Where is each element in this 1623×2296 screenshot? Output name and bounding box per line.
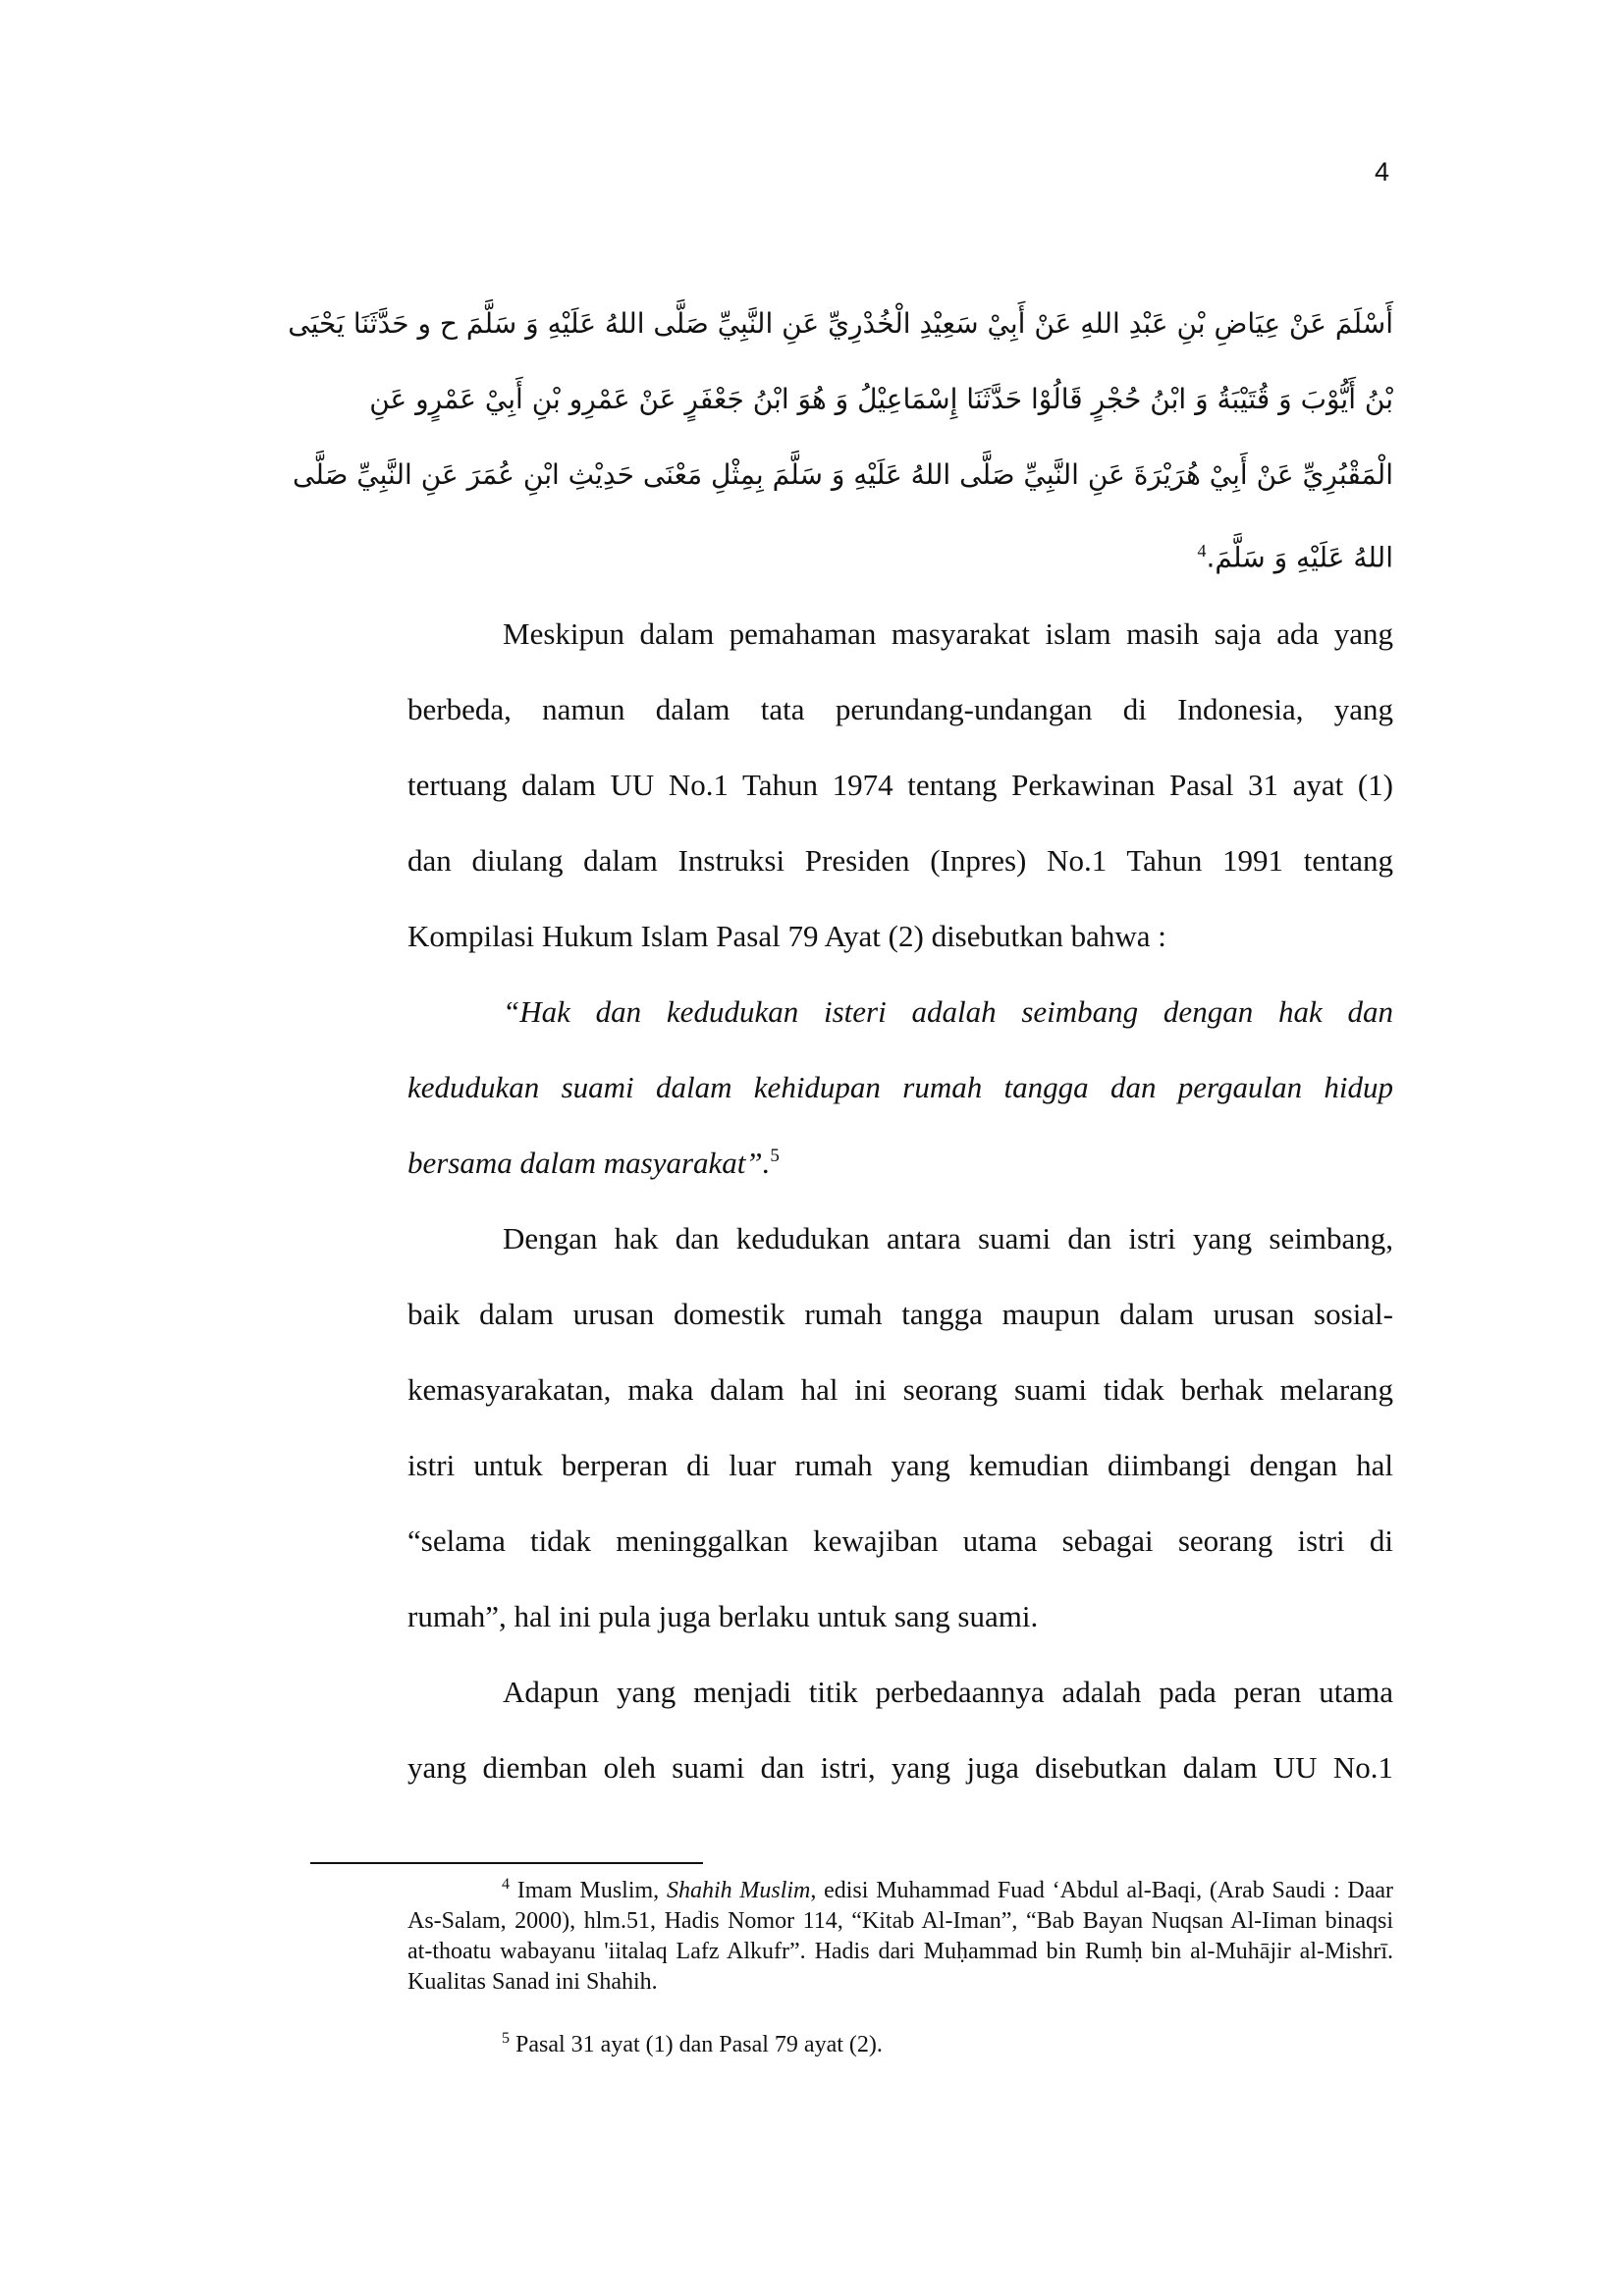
- arabic-line: الْمَقْبُرِيِّ عَنْ أَبِيْ هُرَيْرَةَ عَنِ النَّبِيِّ صَلَّى اللهُ عَلَيْهِ وَ سَلَّمَ بِمِثْلِ مَعْنَى حَدِيْثِ ابْنِ عُمَرَ عَنِ النَّبِيِّ صَلَّى: [292, 458, 1393, 491]
- paragraph-line: kemasyarakatan, maka dalam hal ini seorang suami tidak berhak melarang: [407, 1372, 1393, 1407]
- footnote-divider: [310, 1862, 703, 1864]
- paragraph-line: Meskipun dalam pemahaman masyarakat islam masih saja ada yang: [503, 616, 1393, 651]
- footnote-number: 4: [502, 1876, 510, 1893]
- paragraph-line: baik dalam urusan domestik rumah tangga maupun dalam urusan sosial-: [407, 1297, 1393, 1331]
- quote-line: “Hak dan kedudukan isteri adalah seimbang dengan hak dan: [503, 994, 1393, 1029]
- footnote-ref-4: 4: [1197, 541, 1207, 561]
- arabic-line-last: [407, 531, 1393, 577]
- paragraph-line: Kompilasi Hukum Islam Pasal 79 Ayat (2) disebutkan bahwa :: [407, 919, 1166, 953]
- footnote-5: [407, 2030, 1393, 2060]
- paragraph-line: dan diulang dalam Instruksi Presiden (Inpres) No.1 Tahun 1991 tentang: [407, 843, 1393, 878]
- footnote-4-content: [407, 1876, 1393, 1998]
- paragraph-line: rumah”, hal ini pula juga berlaku untuk sang suami.: [407, 1599, 1039, 1633]
- paragraph-line: istri untuk berperan di luar rumah yang kemudian diimbangi dengan hal: [407, 1448, 1393, 1482]
- footnote-text: Imam Muslim,: [516, 1878, 667, 1903]
- footnote-4: [407, 1876, 1393, 1998]
- paragraph-line: yang diemban oleh suami dan istri, yang juga disebutkan dalam UU No.1: [407, 1750, 1393, 1785]
- arabic-line: بْنُ أَيُّوْبَ وَ قُتَيْبَةُ وَ ابْنُ حُجْرٍ قَالُوْا حَدَّثَنَا إِسْمَاعِيْلُ وَ هُوَ ابْنُ جَعْفَرٍ عَنْ عَمْرِو بْنِ أَبِيْ عَمْرٍو عَنِ: [369, 383, 1393, 415]
- footnote-text: , edisi Muhammad Fuad ‘Abdul al-Baqi, (Arab Saudi : Daar As-Salam, 2000), hlm.51, Hadis Nomor 114, “Kitab Al-Iman”, “Bab Bayan Nuqsan Al-Iiman binaqsi at-thoatu wabayanu 'iitalaq Lafz Alkufr”. Hadis dari Muḥammad bin Rumḥ bin al-Muhājir al-Mishrī. Kualitas Sanad ini Shahih.: [407, 1878, 1394, 1995]
- footnote-number: 5: [502, 2030, 510, 2047]
- paragraph-line: Adapun yang menjadi titik perbedaannya adalah pada peran utama: [503, 1675, 1393, 1709]
- quote-line-last: [407, 1144, 1393, 1183]
- arabic-line: أَسْلَمَ عَنْ عِيَاضِ بْنِ عَبْدِ اللهِ عَنْ أَبِيْ سَعِيْدِ الْخُدْرِيِّ عَنِ النَّبِيِّ صَلَّى اللهُ عَلَيْهِ وَ سَلَّمَ ح و حَدَّثَنَا يَحْيَى: [288, 307, 1393, 340]
- page-number: 4: [1374, 157, 1389, 187]
- footnote-text: Pasal 31 ayat (1) dan Pasal 79 ayat (2).: [515, 2032, 883, 2057]
- paragraph-line: “selama tidak meninggalkan kewajiban utama sebagai seorang istri di: [407, 1523, 1393, 1558]
- arabic-line-text: اللهُ عَلَيْهِ وَ سَلَّمَ.: [1206, 541, 1393, 574]
- paragraph-line: berbeda, namun dalam tata perundang-undangan di Indonesia, yang: [407, 692, 1393, 726]
- footnote-5-content: [407, 2030, 1393, 2060]
- quote-line: kedudukan suami dalam kehidupan rumah tangga dan pergaulan hidup: [407, 1070, 1393, 1104]
- paragraph-line: Dengan hak dan kedudukan antara suami dan istri yang seimbang,: [503, 1221, 1393, 1255]
- quote-line-text: bersama dalam masyarakat”.: [407, 1146, 771, 1180]
- paragraph-line: tertuang dalam UU No.1 Tahun 1974 tentang Perkawinan Pasal 31 ayat (1): [407, 768, 1393, 802]
- footnote-book-title: Shahih Muslim: [666, 1878, 811, 1903]
- footnote-ref-5: 5: [770, 1146, 780, 1166]
